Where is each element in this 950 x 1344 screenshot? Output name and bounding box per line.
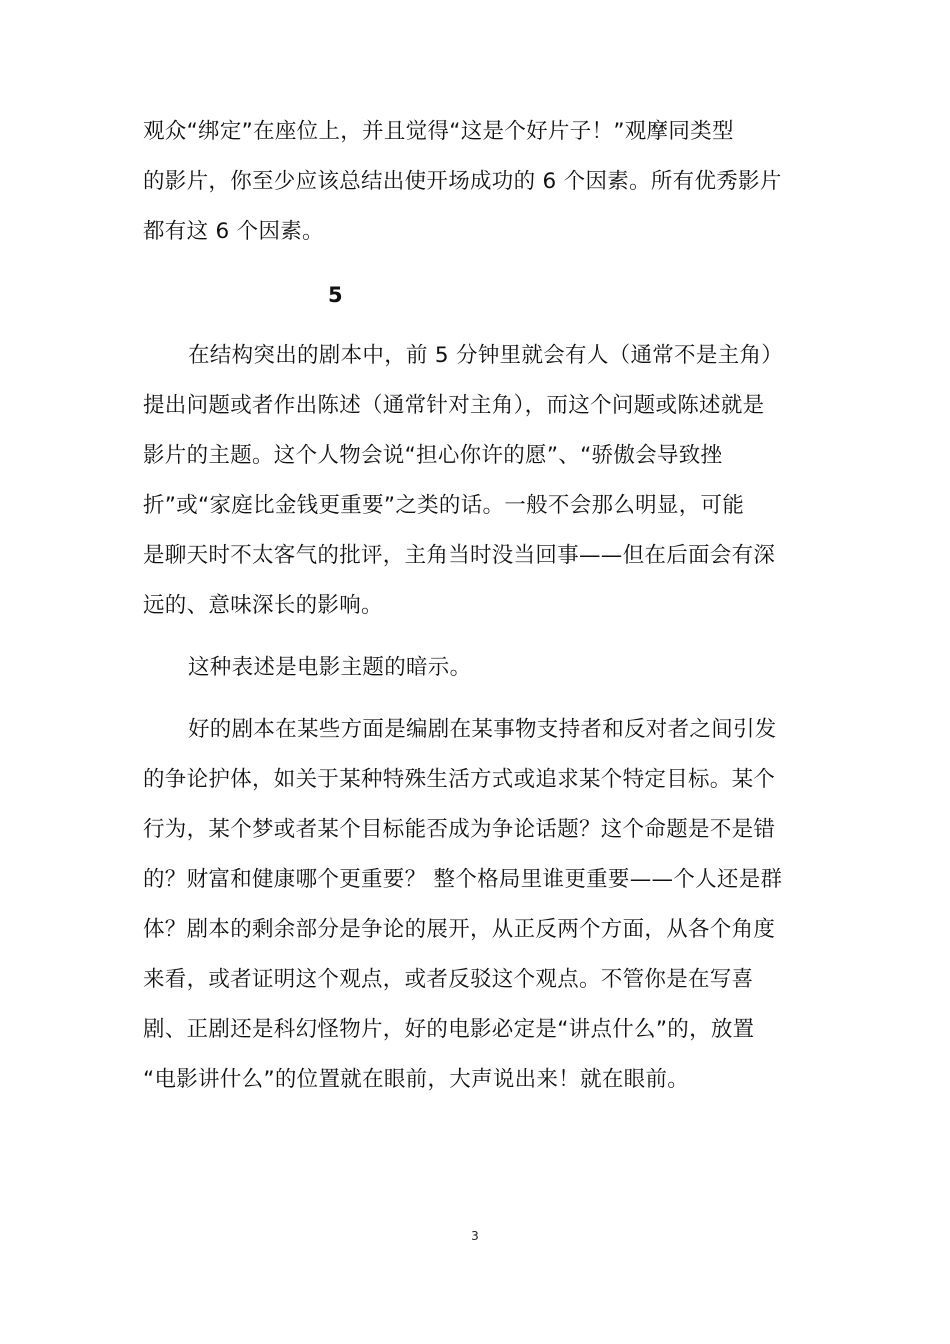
paragraph-three-line-4: 的？财富和健康哪个更重要？ 整个格局里谁更重要——个人还是群 [143,867,783,892]
paragraph-three-line-3: 行为，某个梦或者某个目标能否成为争论话题？这个命题是不是错 [143,817,776,842]
paragraph-one-line-4: 折”或“家庭比金钱更重要”之类的话。一般不会那么明显，可能 [143,493,745,518]
paragraph-three-line-8: “电影讲什么”的位置就在眼前，大声说出来！就在眼前。 [143,1067,690,1092]
paragraph-three-line-6: 来看，或者证明这个观点，或者反驳这个观点。不管你是在写喜 [143,967,754,992]
page-number: 3 [471,1229,479,1243]
intro-line-1: 观众“绑定”在座位上，并且觉得“这是个好片子！”观摩同类型 [143,119,734,144]
section-heading: 5 [328,283,343,307]
paragraph-one-line-1: 在结构突出的剧本中，前 5 分钟里就会有人（通常不是主角） [188,343,784,368]
paragraph-three-line-7: 剧、正剧还是科幻怪物片，好的电影必定是“讲点什么”的，放置 [143,1017,755,1042]
paragraph-one-line-6: 远的、意味深长的影响。 [143,593,383,618]
intro-line-3: 都有这 6 个因素。 [143,219,324,244]
paragraph-one-line-2: 提出问题或者作出陈述（通常针对主角），而这个问题或陈述就是 [143,393,765,418]
paragraph-one-line-5: 是聊天时不太客气的批评，主角当时没当回事——但在后面会有深 [143,543,776,568]
paragraph-three-line-5: 体？剧本的剩余部分是争论的展开，从正反两个方面，从各个角度 [143,917,776,942]
paragraph-three-line-1: 好的剧本在某些方面是编剧在某事物支持者和反对者之间引发 [188,717,777,742]
paragraph-two-line-1: 这种表述是电影主题的暗示。 [188,655,472,680]
paragraph-three-line-2: 的争论护体，如关于某种特殊生活方式或追求某个特定目标。某个 [143,767,776,792]
paragraph-one-line-3: 影片的主题。这个人物会说“担心你许的愿”、“骄傲会导致挫 [143,443,723,468]
intro-line-2: 的影片，你至少应该总结出使开场成功的 6 个因素。所有优秀影片 [143,169,782,194]
